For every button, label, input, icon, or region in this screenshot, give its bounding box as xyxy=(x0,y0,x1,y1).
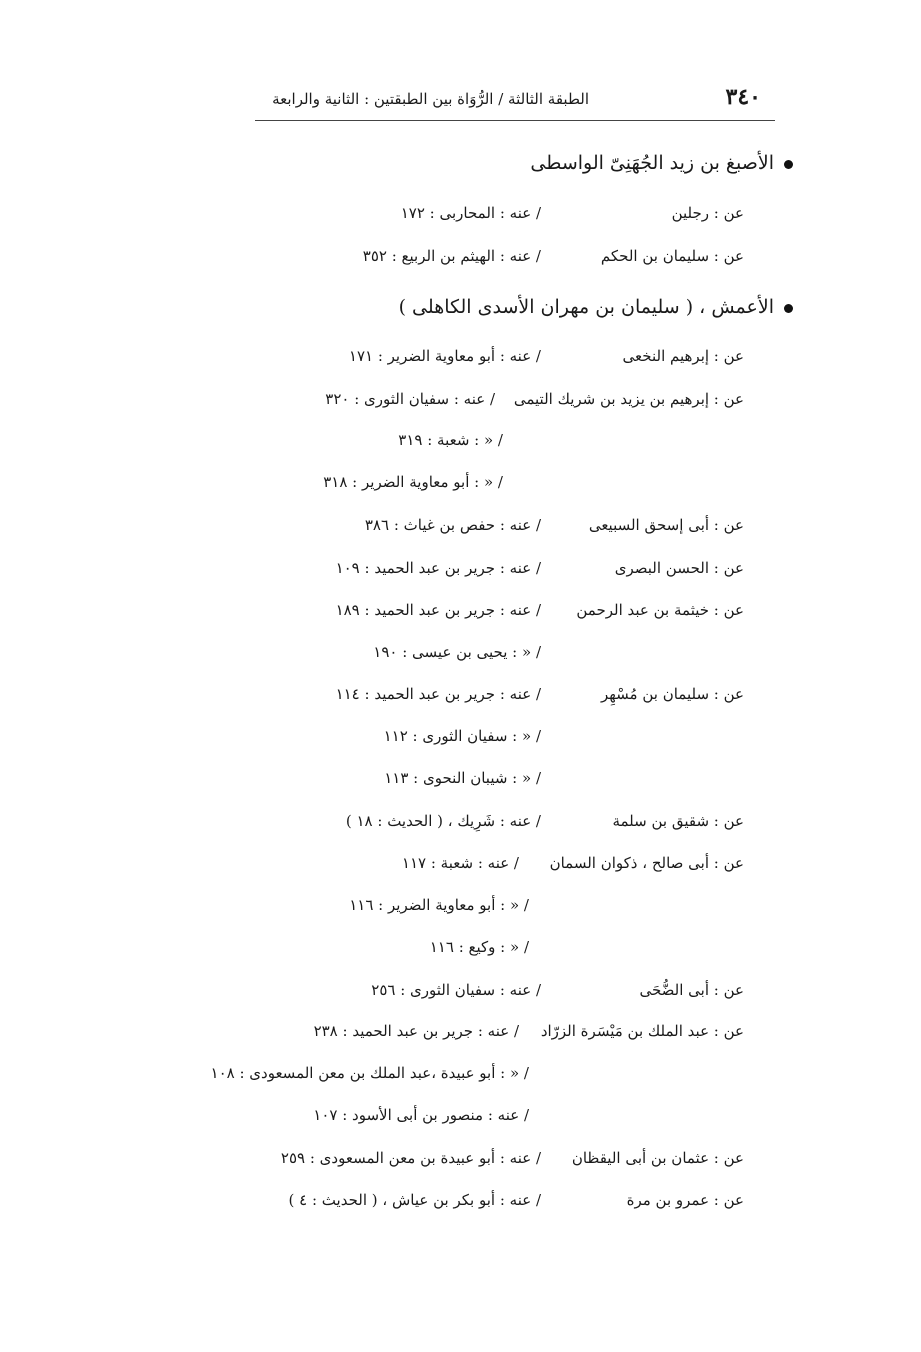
entry-heading xyxy=(399,296,793,318)
narrator-to: / عنه : أبو بكر بن عياش ، ( الحديث : ٤ ) xyxy=(288,1191,541,1209)
narrator-to: / عنه : سفيان الثورى : ٣٢٠ xyxy=(325,390,495,408)
page-number: ٣٤٠ xyxy=(725,84,761,110)
narrator-from: عن : عمرو بن مرة xyxy=(626,1191,744,1209)
narrator-from: عن : رجلين xyxy=(671,204,744,222)
narrator-from: عن : أبى صالح ، ذكوان السمان xyxy=(549,854,744,872)
narrator-from: عن : عثمان بن أبى اليقظان xyxy=(571,1149,744,1167)
narrator-from: عن : أبى الضُّحَى xyxy=(639,981,744,999)
narrator-to: / عنه : سفيان الثورى : ٢٥٦ xyxy=(371,981,541,999)
entry-heading xyxy=(530,152,793,174)
narrator-to: / « : سفيان الثورى : ١١٢ xyxy=(383,727,541,745)
narrator-from: عن : شقيق بن سلمة xyxy=(612,812,744,830)
entry-name: الأصبغ بن زيد الجُهَنِىّ الواسطى xyxy=(530,152,774,174)
narrator-to: / عنه : أبو معاوية الضرير : ١٧١ xyxy=(348,347,541,365)
narrator-from: عن : أبى إسحق السبيعى xyxy=(588,516,744,534)
narrator-to: / عنه : جرير بن عبد الحميد : ١١٤ xyxy=(335,685,541,703)
narrator-to: / « : يحيى بن عيسى : ١٩٠ xyxy=(373,643,541,661)
narrator-from: عن : خيثمة بن عبد الرحمن xyxy=(576,601,744,619)
narrator-to: / عنه : حفص بن غياث : ٣٨٦ xyxy=(364,516,541,534)
narrator-to: / عنه : جرير بن عبد الحميد : ١٠٩ xyxy=(335,559,541,577)
narrator-to: / « : أبو عبيدة ،عبد الملك بن معن المسعودى : ١٠٨ xyxy=(210,1064,529,1082)
narrator-from: عن : إبرهيم بن يزيد بن شريك التيمى xyxy=(513,390,744,408)
narrator-to: / « : شيبان النحوى : ١١٣ xyxy=(384,769,541,787)
running-title: الطبقة الثالثة / الرُّوَاة بين الطبقتين : الثانية والرابعة xyxy=(272,90,589,108)
narrator-to: / « : أبو معاوية الضرير : ١١٦ xyxy=(349,896,529,914)
narrator-from: عن : إبرهيم النخعى xyxy=(622,347,744,365)
narrator-from: عن : سليمان بن مُسْهِر xyxy=(600,685,744,703)
narrator-to: / عنه : جرير بن عبد الحميد : ١٨٩ xyxy=(335,601,541,619)
header-rule xyxy=(255,120,775,121)
narrator-to: / عنه : المحاربى : ١٧٢ xyxy=(400,204,541,222)
narrator-to: / عنه : منصور بن أبى الأسود : ١٠٧ xyxy=(313,1106,529,1124)
narrator-to: / عنه : جرير بن عبد الحميد : ٢٣٨ xyxy=(313,1022,519,1040)
narrator-from: عن : عبد الملك بن مَيْسَرة الزرّاد xyxy=(540,1022,744,1040)
narrator-to: / « : شعبة : ٣١٩ xyxy=(398,431,503,449)
narrator-from: عن : الحسن البصرى xyxy=(614,559,744,577)
entry-name: الأعمش ، ( سليمان بن مهران الأسدى الكاهلى ) xyxy=(398,296,774,318)
narrator-to: / عنه : أبو عبيدة بن معن المسعودى : ٢٥٩ xyxy=(280,1149,541,1167)
narrator-from: عن : سليمان بن الحكم xyxy=(600,247,744,265)
bullet-icon xyxy=(784,304,793,313)
narrator-to: / « : أبو معاوية الضرير : ٣١٨ xyxy=(323,473,503,491)
bullet-icon xyxy=(784,160,793,169)
narrator-to: / عنه : الهيثم بن الربيع : ٣٥٢ xyxy=(362,247,541,265)
narrator-to: / عنه : شَرِيك ، ( الحديث : ١٨ ) xyxy=(345,812,541,830)
narrator-to: / عنه : شعبة : ١١٧ xyxy=(401,854,519,872)
narrator-to: / « : وكيع : ١١٦ xyxy=(429,938,529,956)
